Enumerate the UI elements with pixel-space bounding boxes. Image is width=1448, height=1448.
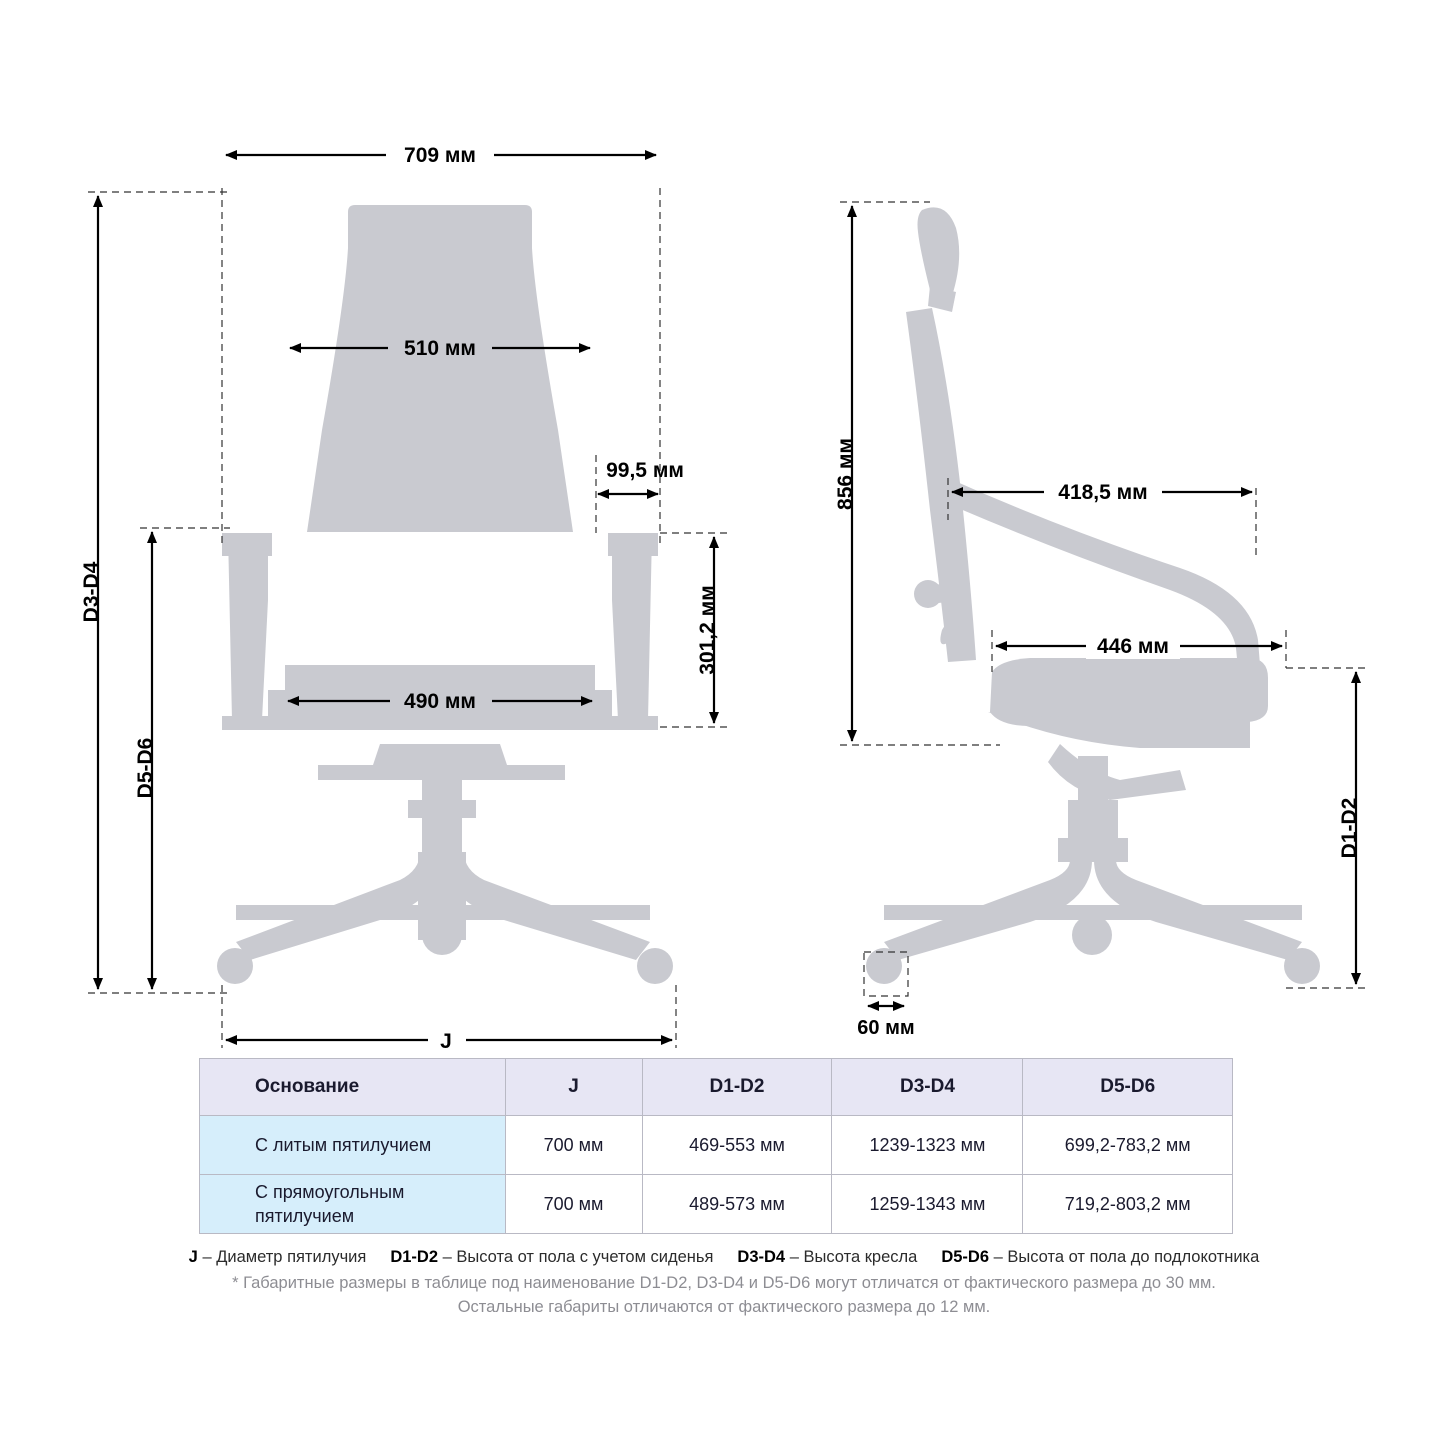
front-view-chair (217, 205, 673, 984)
specs-table-head (200, 1059, 1233, 1116)
cell-d1d2-2: 489-573 мм (642, 1175, 832, 1234)
col-header-j: J (505, 1059, 642, 1116)
col-header-d3d4: D3-D4 (832, 1059, 1023, 1116)
table-row (200, 1175, 1233, 1234)
footnote-line-2: Остальные габариты отличаются от фактического размера до 12 мм. (457, 1297, 991, 1316)
cell-d5d6-2: 719,2-803,2 мм (1023, 1175, 1233, 1234)
col-header-d1d2: D1-D2 (642, 1059, 832, 1116)
cell-d3d4-1: 1239-1323 мм (832, 1116, 1023, 1175)
cell-base-2: С прямоугольным пятилучием (200, 1175, 506, 1234)
legend-item-d1d2 (390, 1248, 713, 1267)
dim-backrest-width: 510 мм (404, 337, 476, 360)
dim-caster-size: 60 мм (857, 1017, 915, 1039)
cell-d5d6-1: 699,2-783,2 мм (1023, 1116, 1233, 1175)
specs-table-body (200, 1116, 1233, 1234)
dim-chair-height: D3-D4 (80, 561, 103, 623)
cell-d1d2-1: 469-553 мм (642, 1116, 832, 1175)
dim-overall-width: 709 мм (404, 144, 476, 167)
legend-code-d5d6: D5-D6 (941, 1248, 990, 1266)
legend-code-d1d2: D1-D2 (390, 1248, 439, 1266)
cell-d3d4-2: 1259-1343 мм (832, 1175, 1023, 1234)
legend-item-j (189, 1248, 367, 1267)
dim-armrest-floor-height: D5-D6 (134, 737, 157, 799)
legend-text-d3d4: – Высота кресла (785, 1248, 918, 1266)
dim-seat-width: 490 мм (404, 690, 476, 713)
specs-table (199, 1058, 1233, 1234)
legend (0, 1248, 1448, 1267)
legend-code-j: J (188, 1248, 198, 1266)
dim-backrest-depth: 418,5 мм (1058, 481, 1148, 504)
cell-j-1: 700 мм (505, 1116, 642, 1175)
cell-base-1: С литым пятилучием (200, 1116, 506, 1175)
col-header-base: Основание (200, 1059, 506, 1116)
dim-base-diameter: J (440, 1030, 452, 1053)
legend-text-j: – Диаметр пятилучия (197, 1248, 367, 1266)
dim-seat-depth: 446 мм (1097, 635, 1169, 658)
legend-item-d5d6 (941, 1248, 1259, 1267)
footnote-line-1: * Габаритные размеры в таблице под наименование D1-D2, D3-D4 и D5-D6 могут отличатся от фактического размера до 30 мм. (232, 1274, 1216, 1292)
col-header-d5d6: D5-D6 (1023, 1059, 1233, 1116)
specs-table-container (199, 1058, 1233, 1234)
legend-code-d3d4: D3-D4 (737, 1248, 786, 1266)
dim-armrest-height: 301,2 мм (696, 585, 719, 675)
dim-backrest-height: 856 мм (834, 438, 857, 510)
table-header-row (200, 1059, 1233, 1116)
cell-j-2: 700 мм (505, 1175, 642, 1234)
legend-text-d1d2: – Высота от пола с учетом сиденья (438, 1248, 714, 1266)
dim-armrest-offset: 99,5 мм (606, 459, 684, 482)
dim-seat-floor-height: D1-D2 (1338, 797, 1361, 859)
side-view-chair (866, 207, 1320, 984)
legend-item-d3d4 (737, 1248, 917, 1267)
footnotes (0, 1272, 1448, 1320)
table-row (200, 1116, 1233, 1175)
legend-text-d5d6: – Высота от пола до подлокотника (989, 1248, 1260, 1266)
